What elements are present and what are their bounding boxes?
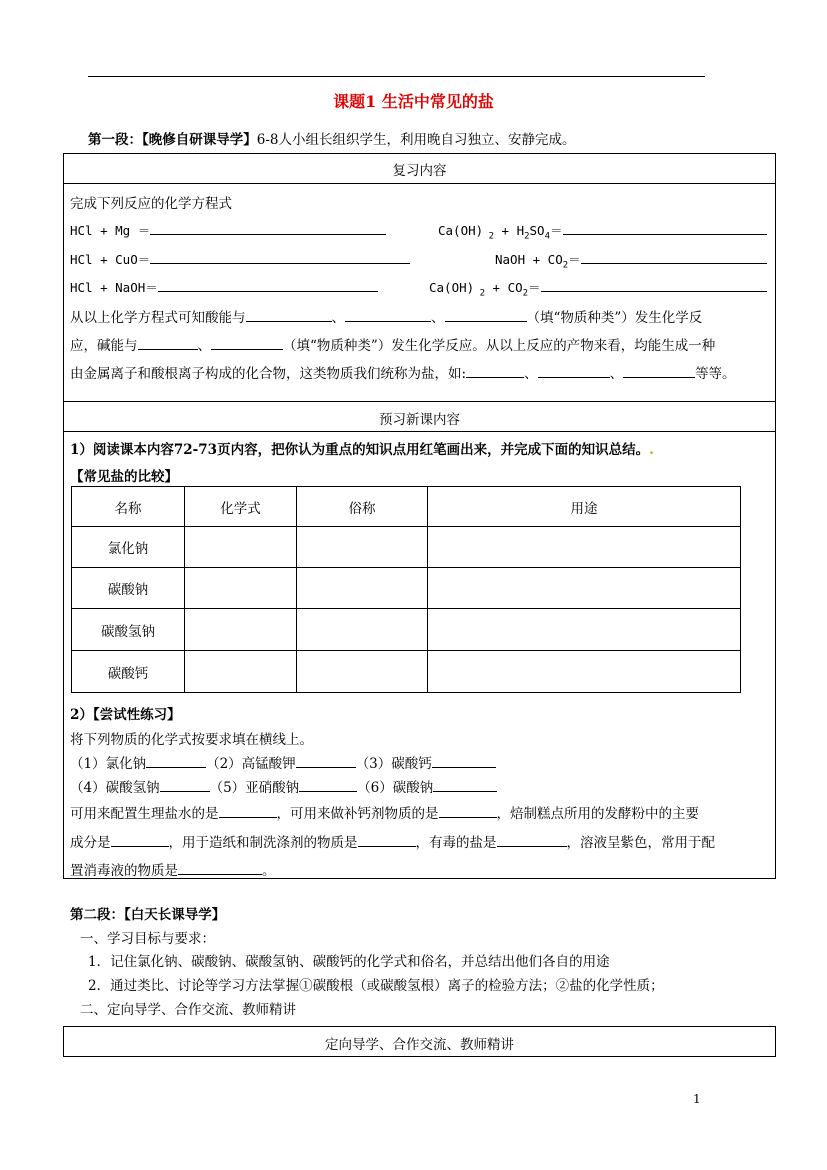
separator: 、 [331,310,345,326]
row-name: 碳酸氢钠 [72,609,185,651]
review-para-line3 [70,362,736,382]
header-name: 名称 [72,487,185,527]
usage-blank[interactable] [497,835,567,847]
cell-use[interactable] [428,609,741,651]
preview-q2-intro: 将下列物质的化学式按要求填在横线上。 [70,732,313,748]
usage-text: ，可用来做补钙剂物质的是 [276,806,439,822]
blank[interactable] [211,338,283,350]
segment2-label: 第二段：【白天长课导学】 [70,907,226,923]
formula-items-row1 [70,752,496,772]
guide-title: 二、定向导学、合作交流、教师精讲 [80,1002,296,1018]
usage-text: 可用来配置生理盐水的是 [70,806,219,822]
usage-blank[interactable] [178,863,262,875]
preview-heading: 预习新课内容 [379,412,460,428]
review-para-line2 [70,334,715,354]
table-row [72,568,741,609]
blank[interactable] [246,310,332,322]
item-label: （6）碳酸钠 [357,780,434,796]
header-rule [88,76,705,77]
cell-formula[interactable] [185,651,297,693]
cell-common-name[interactable] [297,609,428,651]
cell-formula[interactable] [185,568,297,609]
formula-items-row2 [70,776,497,796]
formula-blank[interactable] [296,756,356,768]
equation-3-blank[interactable] [150,252,410,264]
formula-blank[interactable] [160,780,210,792]
equation-3-left: HCl + CuO＝ [70,252,151,267]
para-text: 由金属离子和酸根离子构成的化合物，这类物质我们统称为盐，如: [70,366,467,382]
usage-blank[interactable] [439,806,497,818]
formula-blank[interactable] [432,756,496,768]
cell-common-name[interactable] [297,651,428,693]
row-name: 氯化钠 [72,527,185,568]
preview-q1 [70,438,654,458]
item-label: （3）碳酸钙 [355,756,432,772]
cell-use[interactable] [428,527,741,568]
usage-text: 成分是 [70,835,111,851]
equation-5 [70,278,378,296]
equation-6-blank[interactable] [541,280,767,292]
review-para-line1 [70,306,702,326]
preview-q1-text: 1）阅读课本内容72-73页内容，把你认为重点的知识点用红笔画出来，并完成下面的知识总结。 [70,442,650,458]
equation-3 [70,250,410,268]
compare-title: 【常见盐的比较】 [70,469,178,485]
item-label: （5）亚硝酸钠 [209,780,300,796]
blank[interactable] [138,338,198,350]
cell-use[interactable] [428,651,741,693]
review-heading: 复习内容 [392,163,447,179]
usage-text: ，有毒的盐是 [415,835,497,851]
preview-q2: 2）【尝试性练习】 [70,707,181,723]
page-number: 1 [693,1092,701,1106]
item-label: （4）碳酸氢钠 [70,780,160,796]
cell-common-name[interactable] [297,568,428,609]
row-name: 碳酸钠 [72,568,185,609]
usage-text: ，溶液呈紫色，常用于配 [566,835,715,851]
para-text: 从以上化学方程式可知酸能与 [70,310,246,326]
blank[interactable] [538,366,610,378]
para-text: （填“物质种类”）发生化学反应。从以上反应的产物来看，均能生成一种 [283,338,716,354]
equation-4: NaOH + $CO_2=$ [495,250,767,271]
goal-1: 1．记住氯化钠、碳酸钠、碳酸氢钠、碳酸钙的化学式和俗名，并总结出他们各自的用途 [88,954,610,970]
cell-common-name[interactable] [297,527,428,568]
header-use: 用途 [428,487,741,527]
table-header-row [72,487,741,527]
salt-comparison-table [71,486,741,693]
equation-1 [70,221,386,239]
usage-blank[interactable] [358,835,416,847]
cell-formula[interactable] [185,609,297,651]
usage-text: 。 [262,863,276,879]
table-row [72,609,741,651]
usage-line2 [70,831,715,851]
header-common-name: 俗称 [297,487,428,527]
formula-blank[interactable] [146,756,206,768]
equation-4-blank[interactable] [581,252,767,264]
table-row [72,651,741,693]
blank[interactable] [445,310,527,322]
review-intro: 完成下列反应的化学方程式 [70,196,232,212]
cell-formula[interactable] [185,527,297,568]
guide-box-heading: 定向导学、合作交流、教师精讲 [325,1037,514,1053]
header-formula: 化学式 [185,487,297,527]
para-text: （填“物质种类”）发生化学反 [526,310,703,326]
review-heading-rule [63,183,776,184]
separator: 、 [524,366,538,382]
goal-title: 一、学习目标与要求： [80,931,215,947]
segment1-text: 6-8人小组长组织学生，利用晚自习独立、安静完成。 [256,132,576,148]
usage-text: ，用于造纸和制洗涤剂的物质是 [168,835,358,851]
row-name: 碳酸钙 [72,651,185,693]
preview-heading-rule [63,431,776,432]
formula-blank[interactable] [299,780,357,792]
usage-blank[interactable] [111,835,169,847]
usage-line1 [70,802,699,822]
table-row [72,527,741,568]
blank[interactable] [345,310,431,322]
equation-1-left: HCl + Mg ＝ [70,223,151,238]
para-text: 应，碱能与 [70,338,138,354]
equation-6: Ca(OH) $_2 + CO_2=$ [429,278,767,299]
page-title: 课题1 生活中常见的盐 [333,92,494,111]
equation-5-blank[interactable] [158,280,378,292]
usage-line3 [70,859,276,879]
separator: 、 [609,366,624,382]
usage-blank[interactable] [219,806,277,818]
preview-q1-dot: . [649,442,654,458]
para-text: 等等。 [695,366,736,382]
equation-1-blank[interactable] [150,223,386,235]
goal-2: 2．通过类比、讨论等学习方法掌握①碳酸根（或碳酸氢根）离子的检验方法；②盐的化学性质； [88,978,664,994]
blank[interactable] [466,366,524,378]
preview-top-rule [63,401,776,402]
equation-2: Ca(OH) $_2 + H_2SO_4=$ [438,221,767,242]
separator: 、 [197,338,211,354]
usage-text: ，焙制糕点所用的发酵粉中的主要 [496,806,699,822]
formula-blank[interactable] [433,780,497,792]
cell-use[interactable] [428,568,741,609]
item-label: （1）氯化钠 [70,756,147,772]
usage-text: 置消毒液的物质是 [70,863,178,879]
equation-5-left: HCl + NaOH＝ [70,280,158,295]
equation-2-blank[interactable] [563,223,767,235]
separator: 、 [431,310,445,326]
blank[interactable] [623,366,695,378]
segment1-label: 第一段：【晚修自研课导学】 [88,132,257,148]
item-label: （2）高锰酸钾 [206,756,296,772]
segment1-intro [88,128,576,148]
